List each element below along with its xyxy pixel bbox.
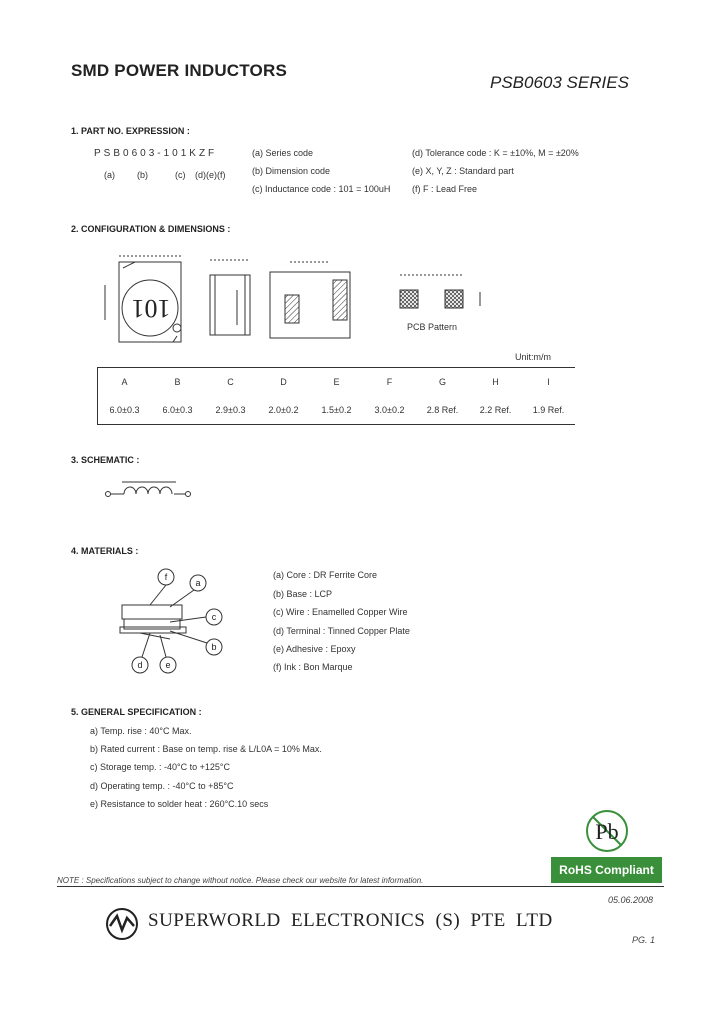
section-spec-heading: 5. GENERAL SPECIFICATION : <box>71 707 202 717</box>
pb-text: Pb <box>595 819 619 844</box>
part-number-code: PSB0603-101KZF <box>94 148 218 159</box>
table-header-cell: B <box>151 368 204 397</box>
marker-def: (d)(e)(f) <box>195 170 226 180</box>
dimension-drawings <box>95 250 495 350</box>
rohs-compliant-badge: RoHS Compliant <box>551 857 662 883</box>
callout-a: a <box>195 578 201 588</box>
pb-free-icon <box>582 808 632 854</box>
callout-b: b <box>211 642 217 652</box>
table-cell: 1.5±0.2 <box>310 396 363 425</box>
page-title: SMD POWER INDUCTORS <box>71 61 287 80</box>
callout-c: c <box>211 612 217 622</box>
spec-storage-temp: c) Storage temp. : -40°C to +125°C <box>90 762 231 772</box>
marker-b: (b) <box>137 170 148 180</box>
table-header-cell: G <box>416 368 469 397</box>
table-header-cell: F <box>363 368 416 397</box>
inductance-code-desc: (c) Inductance code : 101 = 100uH <box>252 184 391 194</box>
series-name: PSB0603 SERIES <box>490 73 629 92</box>
material-terminal: (d) Terminal : Tinned Copper Plate <box>273 626 410 636</box>
bottom-view-drawing <box>270 262 350 338</box>
table-cell: 6.0±0.3 <box>98 396 152 425</box>
section-materials-heading: 4. MATERIALS : <box>71 546 139 556</box>
table-row <box>98 396 576 425</box>
material-base: (b) Base : LCP <box>273 589 333 599</box>
pcb-pattern-drawing <box>400 275 480 308</box>
table-cell: 2.9±0.3 <box>204 396 257 425</box>
table-cell: 2.8 Ref. <box>416 396 469 425</box>
table-cell: 2.2 Ref. <box>469 396 522 425</box>
table-cell: 3.0±0.2 <box>363 396 416 425</box>
table-cell: 6.0±0.3 <box>151 396 204 425</box>
footer-note: NOTE : Specifications subject to change without notice. Please check our website for latest information. <box>57 876 424 885</box>
spec-temp-rise: a) Temp. rise : 40°C Max. <box>90 726 192 736</box>
company-name: SUPERWORLD ELECTRONICS (S) PTE LTD <box>148 910 553 931</box>
side-view-drawing <box>210 260 250 335</box>
document-date: 05.06.2008 <box>608 895 654 905</box>
spec-operating-temp: d) Operating temp. : -40°C to +85°C <box>90 781 234 791</box>
spec-rated-current: b) Rated current : Base on temp. rise & L/L0A = 10% Max. <box>90 744 322 754</box>
company-logo-icon <box>104 906 140 942</box>
material-adhesive: (e) Adhesive : Epoxy <box>273 644 356 654</box>
callout-d: d <box>137 660 143 670</box>
marker-a: (a) <box>104 170 115 180</box>
table-header-cell: E <box>310 368 363 397</box>
footer-divider <box>57 886 664 887</box>
table-header-cell: I <box>522 368 575 397</box>
material-wire: (c) Wire : Enamelled Copper Wire <box>273 607 408 617</box>
lead-free-desc: (f) F : Lead Free <box>412 184 478 194</box>
table-header-cell: C <box>204 368 257 397</box>
materials-drawing <box>110 565 230 675</box>
pcb-pattern-label: PCB Pattern <box>407 322 458 332</box>
dimension-code-desc: (b) Dimension code <box>252 166 331 176</box>
section-part-no-heading: 1. PART NO. EXPRESSION : <box>71 126 190 136</box>
unit-label: Unit:m/m <box>515 352 551 362</box>
page-number: PG. 1 <box>632 935 656 945</box>
marker-c: (c) <box>175 170 186 180</box>
standard-part-desc: (e) X, Y, Z : Standard part <box>412 166 514 176</box>
material-ink: (f) Ink : Bon Marque <box>273 662 353 672</box>
section-schematic-heading: 3. SCHEMATIC : <box>71 455 140 465</box>
table-cell: 2.0±0.2 <box>257 396 310 425</box>
table-header-cell: D <box>257 368 310 397</box>
spec-solder-heat: e) Resistance to solder heat : 260°C.10 secs <box>90 799 269 809</box>
callout-e: e <box>165 660 171 670</box>
dimensions-table <box>97 367 575 425</box>
section-config-heading: 2. CONFIGURATION & DIMENSIONS : <box>71 224 231 234</box>
table-header-cell: H <box>469 368 522 397</box>
series-code-desc: (a) Series code <box>252 148 314 158</box>
callout-f: f <box>164 572 168 582</box>
inductor-schematic <box>100 478 200 508</box>
table-header-cell: A <box>98 368 152 397</box>
material-core: (a) Core : DR Ferrite Core <box>273 570 378 580</box>
table-header-row <box>98 368 576 397</box>
tolerance-code-desc: (d) Tolerance code : K = ±10%, M = ±20% <box>412 148 579 158</box>
marking-text: 101 <box>131 294 171 323</box>
table-cell: 1.9 Ref. <box>522 396 575 425</box>
